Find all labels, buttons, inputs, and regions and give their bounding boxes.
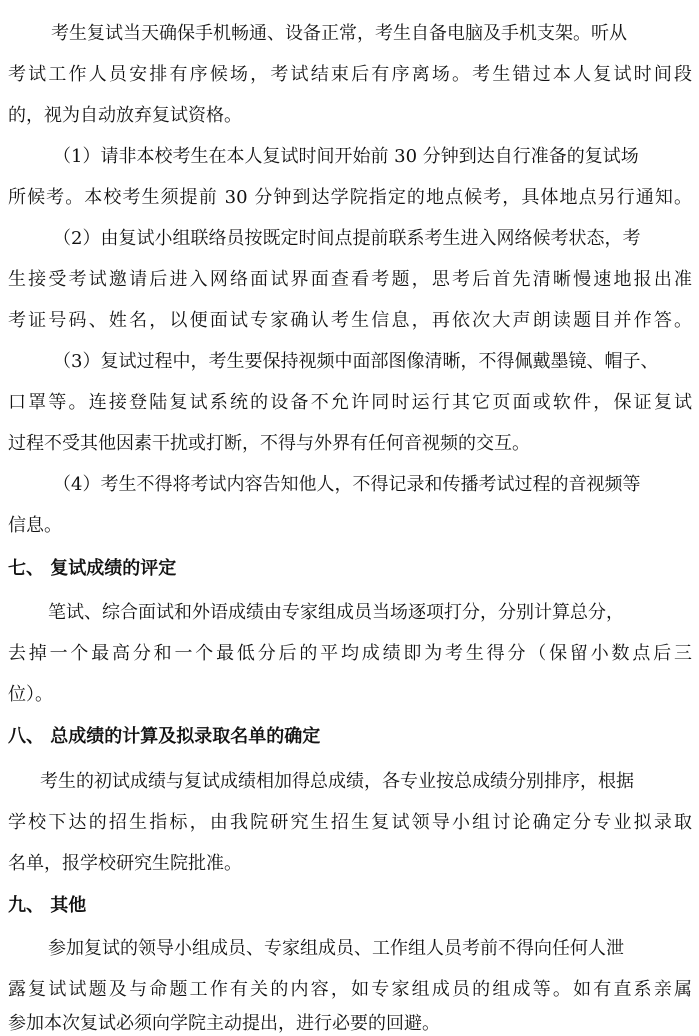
list-item-line: 所候考。本校考生须提前 30 分钟到达学院指定的地点候考，具体地点另行通知。 [8,187,692,208]
paragraph-line: 参加复试的领导小组成员、专家组成员、工作组人员考前不得向任何人泄 [48,938,624,959]
paragraph-line: 笔试、综合面试和外语成绩由专家组成员当场逐项打分，分别计算总分， [48,602,624,623]
list-item-line: 考证号码、姓名，以便面试专家确认考生信息，再依次大声朗读题目并作答。 [8,310,692,331]
paragraph-line: 学校下达的招生指标，由我院研究生招生复试领导小组讨论确定分专业拟录取 [8,812,692,833]
paragraph-line: 考生复试当天确保手机畅通、设备正常，考生自备电脑及手机支架。听从 [51,23,627,44]
list-item-line: （3）复试过程中，考生要保持视频中面部图像清晰，不得佩戴墨镜、帽子、 [53,351,659,372]
list-item-line: （2）由复试小组联络员按既定时间点提前联系考生进入网络候考状态，考 [53,228,641,249]
paragraph-line: 考试工作人员安排有序候场，考试结束后有序离场。考生错过本人复试时间段 [8,64,692,85]
list-item-line: 过程不受其他因素干扰或打断，不得与外界有任何音视频的交互。 [8,433,530,454]
paragraph-line: 露复试试题及与命题工作有关的内容，如专家组成员的组成等。如有直系亲属 [8,979,692,1000]
list-item-line: （1）请非本校考生在本人复试时间开始前 30 分钟到达自行准备的复试场 [53,146,639,167]
paragraph-line: 考生的初试成绩与复试成绩相加得总成绩，各专业按总成绩分别排序，根据 [40,771,634,792]
paragraph-line: 的，视为自动放弃复试资格。 [8,105,242,126]
list-item-line: 信息。 [8,515,62,536]
paragraph-line: 名单，报学校研究生院批准。 [8,853,242,874]
list-item-line: （4）考生不得将考试内容告知他人，不得记录和传播考试过程的音视频等 [53,474,641,495]
section-heading: 八、 总成绩的计算及拟录取名单的确定 [8,726,321,747]
list-item-line: 生接受考试邀请后进入网络面试界面查看考题，思考后首先清晰慢速地报出准 [8,269,692,290]
list-item-line: 口罩等。连接登陆复试系统的设备不允许同时运行其它页面或软件，保证复试 [8,392,692,413]
paragraph-line: 去掉一个最高分和一个最低分后的平均成绩即为考生得分（保留小数点后三 [8,643,692,664]
section-heading: 九、 其他 [8,895,87,916]
paragraph-line: 参加本次复试必须向学院主动提出，进行必要的回避。 [8,1013,440,1034]
section-heading: 七、 复试成绩的评定 [8,558,177,579]
paragraph-line: 位）。 [8,684,53,705]
